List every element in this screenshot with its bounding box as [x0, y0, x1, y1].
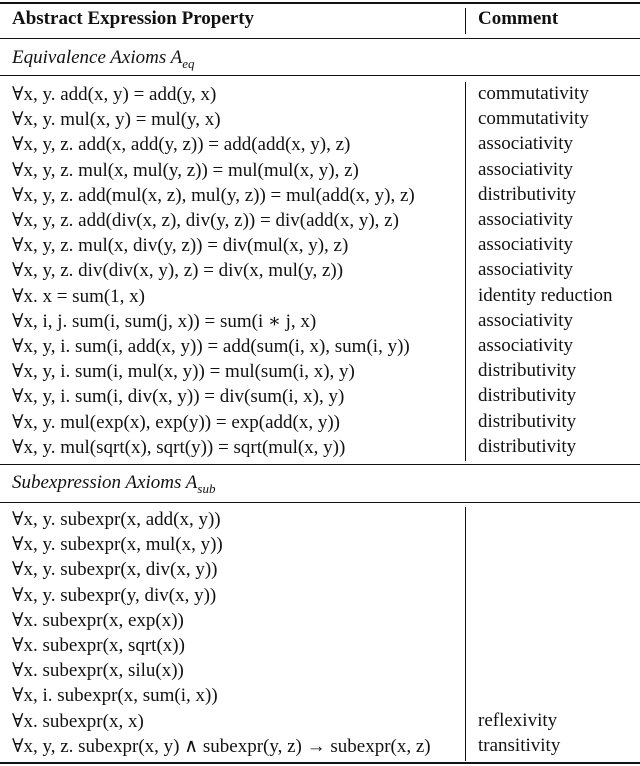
table-row [0, 508, 640, 533]
axiom-comment: transitivity [478, 734, 561, 756]
table-row [0, 710, 640, 735]
axiom-expression: ∀x. subexpr(x, silu(x)) [12, 660, 184, 682]
axiom-expression: ∀x, y, z. add(mul(x, z), mul(y, z)) = mul(add(x, y), z) [12, 184, 415, 206]
table-row [0, 735, 640, 760]
axiom-comment: distributivity [478, 183, 577, 205]
axiom-comment: commutativity [478, 108, 589, 130]
bottom-rule [0, 762, 640, 764]
axiom-expression: ∀x, y, i. sum(i, mul(x, y)) = mul(sum(i, x), y) [12, 361, 355, 383]
table-row [0, 533, 640, 558]
axiom-comment: associativity [478, 259, 573, 281]
axiom-expression: ∀x, y, i. sum(i, div(x, y)) = div(sum(i, x), y) [12, 386, 345, 408]
top-rule [0, 2, 640, 4]
axiom-comment: associativity [478, 335, 573, 356]
table-row [0, 335, 640, 360]
table-row [0, 436, 640, 461]
table-row [0, 184, 640, 209]
axiom-expression: ∀x, y, i. sum(i, add(x, y)) = add(sum(i, x), sum(i, y)) [12, 336, 410, 357]
axiom-comment: distributivity [478, 385, 577, 407]
table-row [0, 83, 640, 108]
axiom-expression: ∀x. subexpr(x, exp(x)) [12, 609, 184, 631]
header-property: Abstract Expression Property [12, 8, 255, 29]
axiom-comment: identity reduction [478, 284, 613, 306]
axiom-expression: ∀x, y. mul(x, y) = mul(y, x) [12, 109, 221, 131]
table-row [0, 684, 640, 709]
axiom-comment: distributivity [478, 435, 577, 457]
axiom-comment: associativity [478, 209, 573, 230]
axiom-expression: ∀x, y, z. mul(x, div(y, z)) = div(mul(x, y), z) [12, 235, 349, 257]
table-row [0, 108, 640, 133]
section-title-subexpression: Subexpression Axioms $A_{sub}$ [12, 472, 216, 496]
table-row [0, 234, 640, 259]
table-row [0, 360, 640, 385]
axiom-expression: ∀x, y, z. mul(x, mul(y, z)) = mul(mul(x, y), z) [12, 159, 359, 181]
axiom-comment: commutativity [478, 83, 589, 104]
equivalence-title-rule [0, 75, 640, 76]
axiom-comment: distributivity [478, 360, 577, 382]
axiom-comment: associativity [478, 309, 573, 331]
table-row [0, 411, 640, 436]
axiom-expression: ∀x, y. add(x, y) = add(y, x) [12, 84, 217, 105]
axiom-expression: ∀x, y. subexpr(y, div(x, y)) [12, 584, 217, 606]
axiom-expression: ∀x, y, z. subexpr(x, y) ∧ subexpr(y, z) → subexpr(x, z) [12, 735, 431, 757]
table-row [0, 659, 640, 684]
axiom-comment: associativity [478, 133, 573, 155]
header-rule [0, 38, 640, 39]
axiom-expression: ∀x, i, j. sum(i, sum(j, x)) = sum(i ∗ j, x) [12, 310, 317, 332]
axiom-comment: distributivity [478, 410, 577, 432]
table-row [0, 259, 640, 284]
axiom-expression: ∀x, y. mul(sqrt(x), sqrt(y)) = sqrt(mul(x, y)) [12, 436, 346, 458]
axiom-comment: associativity [478, 158, 573, 180]
axiom-expression: ∀x, y. subexpr(x, mul(x, y)) [12, 534, 223, 556]
axiom-expression: ∀x, y. mul(exp(x), exp(y)) = exp(add(x, y)) [12, 411, 341, 433]
axiom-expression: ∀x, y, z. add(x, add(y, z)) = add(add(x, y), z) [12, 134, 351, 156]
header-comment: Comment [478, 8, 559, 29]
header-divider [465, 8, 466, 34]
axiom-comment: associativity [478, 234, 573, 256]
axiom-expression: ∀x, y. subexpr(x, add(x, y)) [12, 509, 221, 530]
subexpression-title-rule [0, 502, 640, 503]
table-row [0, 310, 640, 335]
axiom-expression: ∀x. x = sum(1, x) [12, 285, 146, 307]
table-row [0, 558, 640, 583]
axiom-expression: ∀x, i. subexpr(x, sum(i, x)) [12, 685, 218, 707]
axiom-expression: ∀x. subexpr(x, sqrt(x)) [12, 635, 185, 656]
axiom-expression: ∀x, y. subexpr(x, div(x, y)) [12, 559, 218, 581]
equivalence-bottom-rule [0, 464, 640, 465]
table-row [0, 285, 640, 310]
table-row [0, 133, 640, 158]
axiom-comment: reflexivity [478, 709, 558, 731]
table-row [0, 209, 640, 234]
axiom-expression: ∀x, y, z. add(div(x, z), div(y, z)) = div(add(x, y), z) [12, 210, 399, 231]
axiom-expression: ∀x, y, z. div(div(x, y), z) = div(x, mul(y, z)) [12, 260, 344, 282]
axiom-expression: ∀x. subexpr(x, x) [12, 710, 144, 732]
table-row [0, 634, 640, 659]
table-row [0, 385, 640, 410]
table-row [0, 584, 640, 609]
table-row [0, 159, 640, 184]
table-row [0, 609, 640, 634]
section-title-equivalence: Equivalence Axioms $A_{eq}$ [12, 47, 195, 71]
